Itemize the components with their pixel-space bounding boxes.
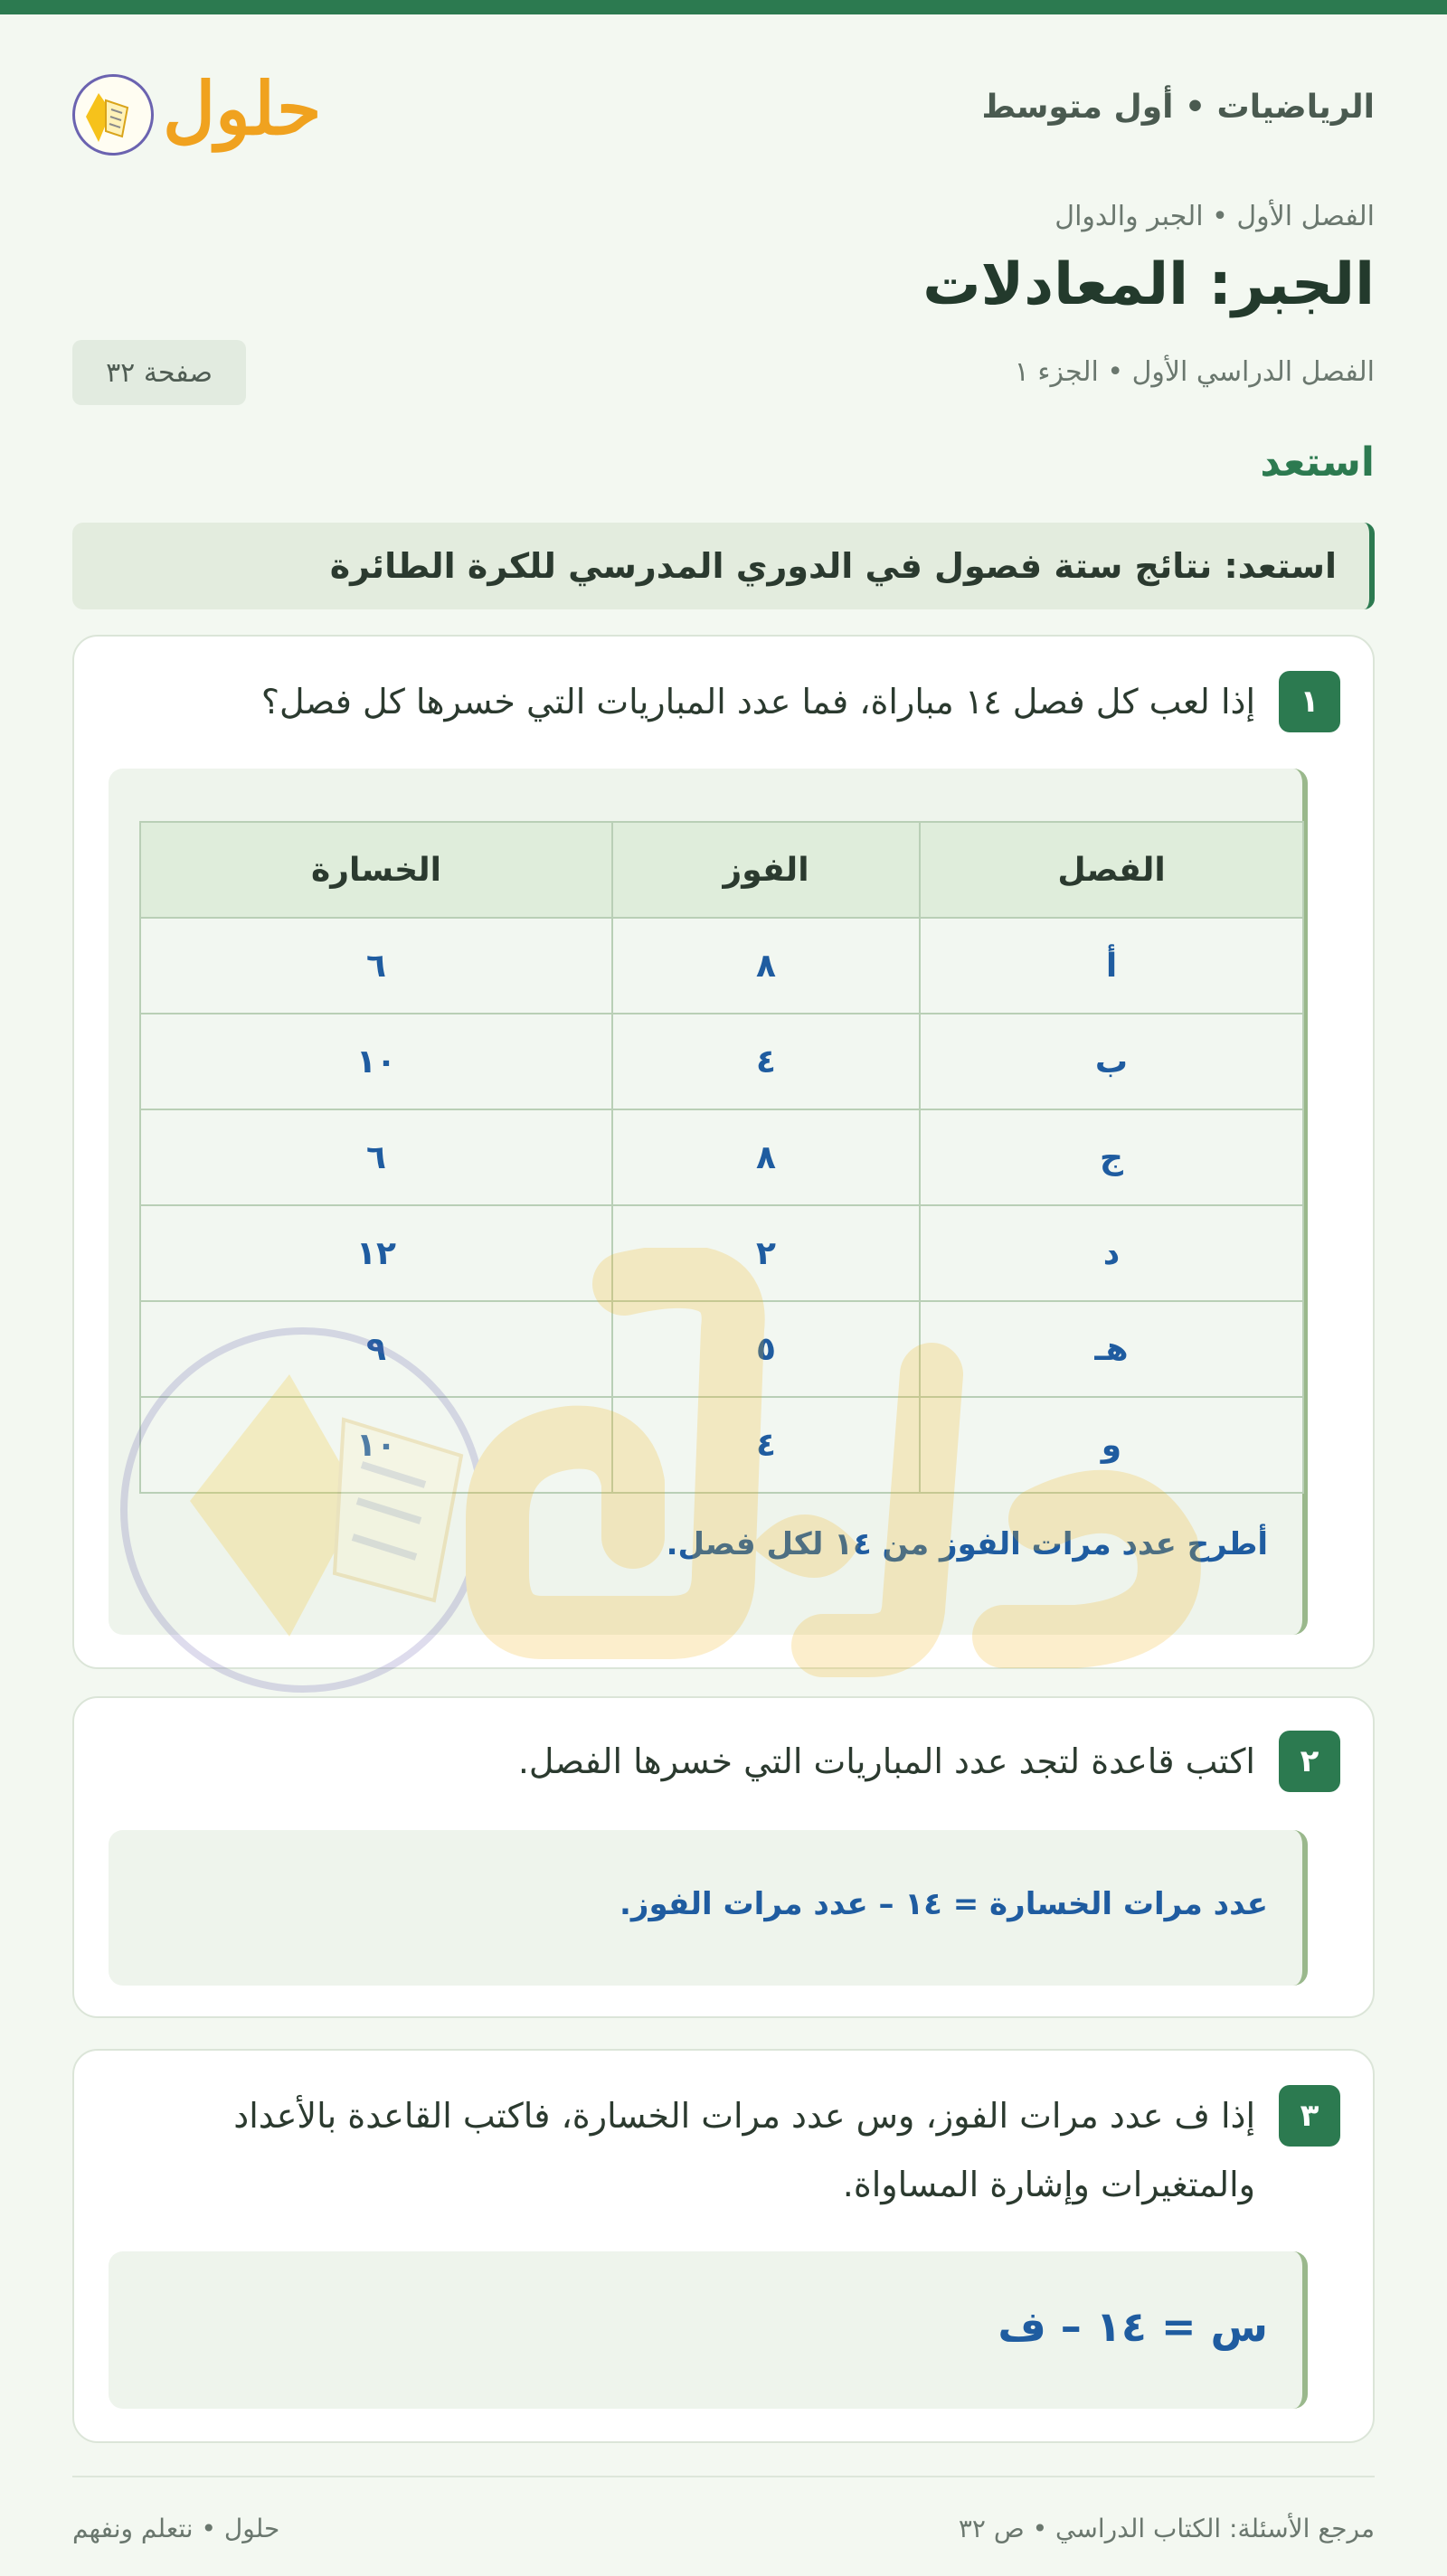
question-number-badge: ٢ xyxy=(1279,1731,1340,1792)
subject-label: الرياضيات • أول متوسط xyxy=(981,89,1375,126)
table-cell: ١٢ xyxy=(140,1205,612,1301)
question-text-line-2: والمتغيرات وإشارة المساواة. xyxy=(842,2165,1255,2204)
ready-prompt-text: استعد: نتائج ستة فصول في الدوري المدرسي للكرة الطائرة xyxy=(329,546,1337,586)
table-cell: ٢ xyxy=(612,1205,920,1301)
column-header-wins: الفوز xyxy=(612,822,920,918)
table-cell: د xyxy=(920,1205,1303,1301)
table-cell: ٤ xyxy=(612,1014,920,1109)
table-cell: هـ xyxy=(920,1301,1303,1397)
question-text: إذا لعب كل فصل ١٤ مباراة، فما عدد المباريات التي خسرها كل فصل؟ xyxy=(260,682,1255,722)
table-cell: ١٠ xyxy=(140,1397,612,1493)
question-text-line-1: إذا ف عدد مرات الفوز، وس عدد مرات الخسارة، فاكتب القاعدة بالأعداد xyxy=(233,2096,1255,2136)
table-cell: ٨ xyxy=(612,1109,920,1205)
breadcrumb: الفصل الأول • الجبر والدوال xyxy=(1055,201,1375,232)
table-row xyxy=(140,1301,1303,1397)
answer-box xyxy=(109,2251,1308,2409)
logo-wordmark: حلول xyxy=(163,66,322,151)
table-header-row xyxy=(140,822,1303,918)
column-header-losses: الخسارة xyxy=(140,822,612,918)
answer-box xyxy=(109,1830,1308,1986)
table-cell: ٨ xyxy=(612,918,920,1014)
table-row xyxy=(140,1014,1303,1109)
hulul-logo[interactable] xyxy=(72,65,335,152)
question-number-badge: ٣ xyxy=(1279,2085,1340,2147)
table-cell: ٩ xyxy=(140,1301,612,1397)
table-row xyxy=(140,1205,1303,1301)
section-heading: استعد xyxy=(1260,439,1375,486)
question-card-3 xyxy=(72,2049,1375,2443)
table-cell: ١٠ xyxy=(140,1014,612,1109)
page-number-badge: صفحة ٣٢ xyxy=(72,340,246,405)
answer-text: عدد مرات الخسارة = ١٤ – عدد مرات الفوز. xyxy=(619,1886,1268,1922)
page-title: الجبر: المعادلات xyxy=(922,251,1375,318)
top-accent-bar xyxy=(0,0,1447,14)
table-row xyxy=(140,918,1303,1014)
table-cell: ٥ xyxy=(612,1301,920,1397)
book-icon xyxy=(72,74,154,156)
footer-tagline: حلول • نتعلم ونفهم xyxy=(72,2514,280,2543)
question-card-2 xyxy=(72,1696,1375,2018)
question-text: اكتب قاعدة لتجد عدد المباريات التي خسرها الفصل. xyxy=(517,1741,1255,1781)
table-cell: و xyxy=(920,1397,1303,1493)
table-cell: ج xyxy=(920,1109,1303,1205)
table-cell: ٦ xyxy=(140,1109,612,1205)
page-header xyxy=(72,65,1375,152)
footer-reference: مرجع الأسئلة: الكتاب الدراسي • ص ٣٢ xyxy=(958,2514,1375,2543)
ready-prompt-box xyxy=(72,523,1375,609)
table-cell: ب xyxy=(920,1014,1303,1109)
table-row xyxy=(140,1397,1303,1493)
column-header-class: الفصل xyxy=(920,822,1303,918)
table-cell: ٤ xyxy=(612,1397,920,1493)
page-footer xyxy=(72,2476,1375,2566)
question-number-badge: ١ xyxy=(1279,671,1340,732)
answer-box xyxy=(109,769,1308,1635)
table-row xyxy=(140,1109,1303,1205)
results-table xyxy=(139,821,1304,1494)
semester-label: الفصل الدراسي الأول • الجزء ١ xyxy=(1014,356,1375,388)
table-cell: ٦ xyxy=(140,918,612,1014)
question-card-1 xyxy=(72,635,1375,1669)
answer-text: أطرح عدد مرات الفوز من ١٤ لكل فصل. xyxy=(666,1526,1268,1562)
table-cell: أ xyxy=(920,918,1303,1014)
answer-text: س = ١٤ – ف xyxy=(998,2302,1268,2351)
